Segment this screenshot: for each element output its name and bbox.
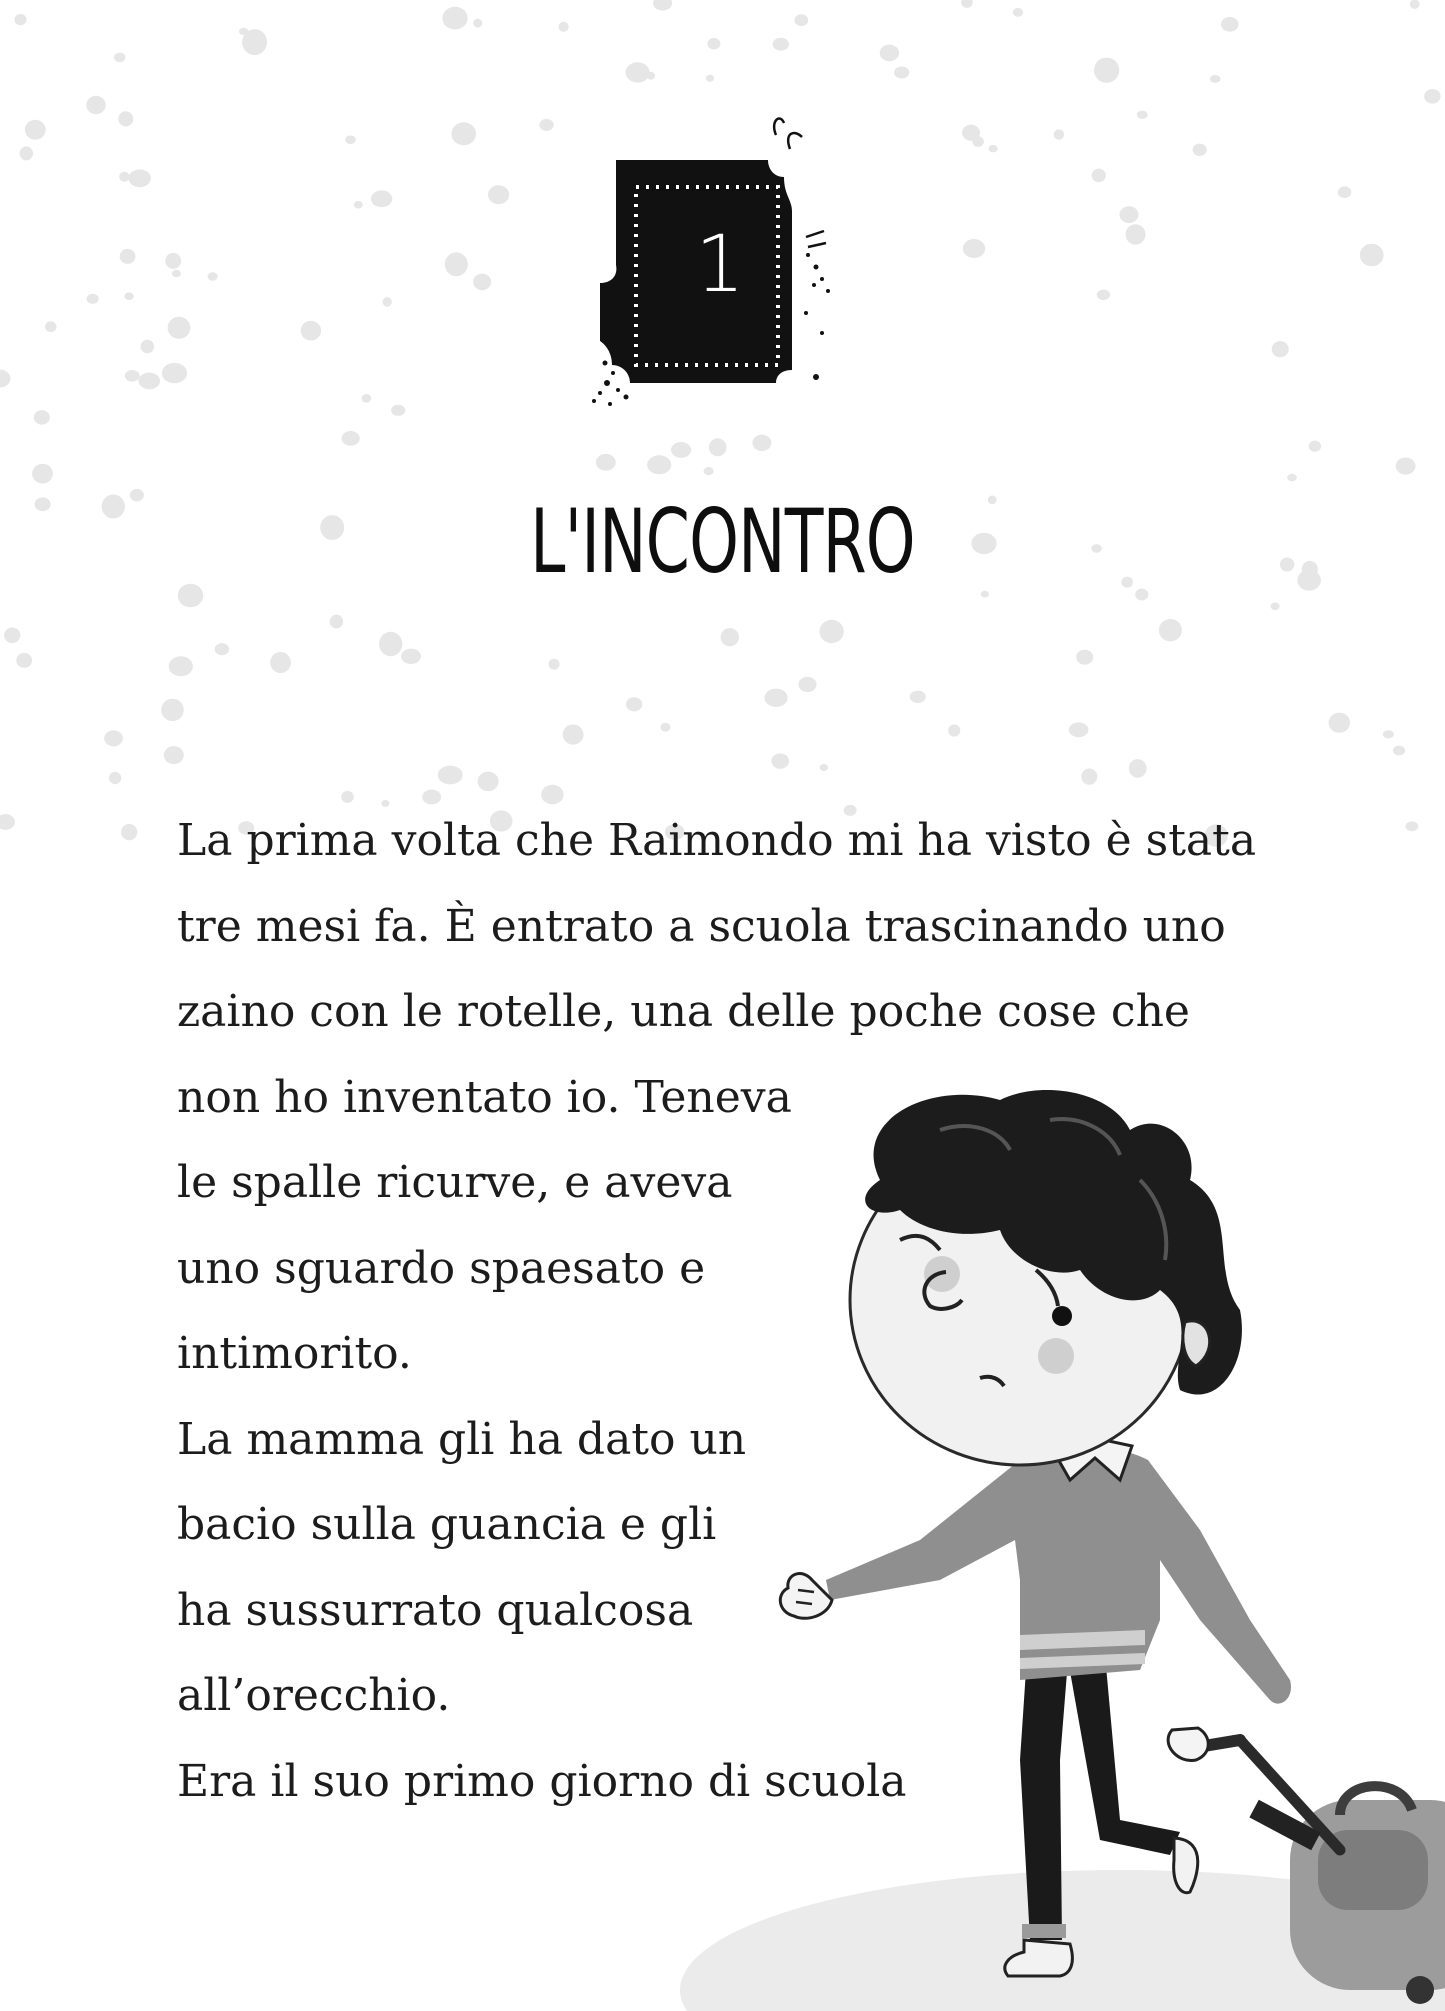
speckle-dot [1013,8,1023,17]
speckle-dot [15,14,27,25]
speckle-dot [438,766,463,785]
chapter-number: 1 [695,220,745,310]
speckle-dot [0,814,15,830]
speckle-dot [948,724,960,736]
speckle-dot [451,122,476,145]
speckle-dot [771,753,789,768]
speckle-dot [1054,129,1064,139]
speckle-dot [362,394,372,403]
speckle-dot [794,14,808,26]
speckle-dot [208,272,218,281]
speckle-dot [820,764,828,771]
body-line: Era il suo primo giorno di scuola [177,1755,907,1807]
body-line: le spalle ricurve, e aveva [177,1157,733,1208]
speckle-dot [1094,58,1119,83]
speckle-dot [102,495,125,519]
speckle-dot [32,464,53,484]
boy-with-rolling-backpack-illustration [600,1060,1445,2011]
speckle-dot [647,455,671,474]
speckle-dot [1081,769,1097,785]
speckle-dot [138,373,160,390]
speckle-dot [0,370,11,388]
speckle-dot [270,652,291,673]
speckle-dot [706,75,714,82]
speckle-dot [1159,619,1182,641]
speckle-dot [1121,577,1133,588]
speckle-dot [549,659,560,670]
speckle-dot [34,410,50,425]
speckle-dot [473,19,482,28]
speckle-dot [114,53,125,63]
speckle-dot [1272,341,1289,357]
speckle-dot [1120,206,1139,223]
speckle-dot [961,0,973,8]
body-line: tre mesi fa. È entrato a scuola trascinando uno [177,900,1226,952]
sweater [826,1438,1291,1704]
speckle-dot [1069,722,1089,737]
speckle-dot [86,96,105,114]
speckle-dot [819,620,843,643]
speckle-dot [165,253,181,269]
speckle-dot [765,689,788,707]
speckle-dot [342,431,360,446]
speckle-dot [894,67,909,79]
speckle-dot [345,135,356,144]
speckle-dot [383,297,392,307]
speckle-dot [1193,144,1207,156]
speckle-dot [104,730,123,746]
speckle-dot [488,185,509,204]
speckle-dot [20,146,33,160]
speckle-dot [972,136,984,147]
speckle-dot [379,632,402,656]
body-line: uno sguardo spaesato e [177,1242,706,1294]
speckle-dot [1129,759,1147,778]
speckle-dot [1271,603,1280,611]
speckle-dot [401,649,421,664]
speckle-dot [798,677,816,692]
body-line: La mamma gli ha dato un [177,1413,747,1465]
body-line: all’orecchio. [177,1670,451,1721]
speckle-dot [626,62,650,82]
speckle-dot [626,697,642,711]
speckle-dot [129,169,151,187]
speckle-dot [721,628,739,646]
speckle-dot [125,370,140,382]
speckle-dot [371,190,392,207]
body-line: bacio sulla guancia e gli [177,1499,717,1550]
speckle-dot [1210,75,1220,83]
speckle-dot [1360,244,1384,267]
speckle-dot [963,239,985,258]
speckle-dot [320,515,344,540]
speckle-dot [1097,290,1110,300]
speckle-dot [391,405,405,416]
speckle-dot [354,201,363,209]
speckle-dot [1126,224,1146,244]
speckle-dot [164,746,184,764]
speckle-dot [1393,746,1405,756]
body-line: intimorito. [177,1328,412,1379]
speckle-dot [752,435,771,451]
speckle-dot [1297,570,1321,591]
speckle-dot [704,467,714,475]
speckle-dot [172,270,181,277]
speckle-dot [141,340,155,354]
speckle-dot [653,0,672,11]
speckle-dot [45,321,56,332]
speckle-dot [442,7,467,30]
speckle-dot [910,691,926,703]
speckle-dot [120,249,136,264]
speckle-dot [1287,474,1297,482]
speckle-dot [87,294,99,304]
speckle-dot [473,274,491,291]
speckle-dot [709,438,727,456]
speckle-dot [989,145,998,152]
speckle-dot [539,119,553,131]
speckle-dot [130,489,144,502]
speckle-dot [1383,730,1394,738]
speckle-dot [330,615,343,629]
speckle-dot [563,724,584,744]
speckle-dot [1309,441,1321,452]
speckle-dot [121,824,137,840]
speckle-dot [1091,544,1101,553]
hand [1168,1728,1208,1761]
speckle-dot [1338,186,1351,198]
speckle-dot [1137,111,1148,119]
speckle-dot [671,442,691,458]
speckle-dot [445,252,468,276]
speckle-dot [1135,589,1148,601]
speckle-dot [16,653,32,668]
body-line: non ho inventato io. Teneva [177,1071,792,1123]
speckle-dot [1424,89,1440,104]
speckle-dot [1092,169,1106,183]
speckle-dot [707,38,720,50]
speckle-dot [4,628,20,644]
speckle-dot [1396,458,1416,475]
speckle-dot [35,497,51,511]
speckle-dot [1329,713,1350,733]
speckle-dot [880,45,899,62]
speckle-dot [1280,558,1294,572]
speckle-dot [168,317,191,339]
speckle-dot [1076,650,1093,665]
speckle-dot [178,584,203,608]
body-line: zaino con le rotelle, una delle poche cose che [177,986,1190,1037]
speckle-dot [118,111,133,126]
speckle-dot [162,363,187,383]
fist-icon [780,1574,832,1619]
speckle-dot [773,38,789,51]
body-line: ha sussurrato qualcosa [177,1584,694,1636]
speckle-dot [119,172,129,182]
speckle-dot [169,656,193,676]
speckle-dot [1406,821,1419,831]
speckle-dot [215,643,229,655]
speckle-dot [478,772,499,792]
speckle-dot [1221,17,1239,32]
speckle-dot [559,22,569,32]
speckle-dot [161,699,184,721]
speckle-dot [596,454,616,471]
speckle-dot [124,292,133,300]
speckle-dot [1410,0,1420,9]
speckle-dot [301,321,321,341]
speckle-dot [25,120,46,140]
speckle-dot [109,772,121,784]
speckle-dot [239,28,248,35]
body-line: La prima volta che Raimondo mi ha visto è stata [177,815,1257,866]
speckle-dot [660,723,670,732]
chapter-title: L'INCONTRO [530,490,915,593]
